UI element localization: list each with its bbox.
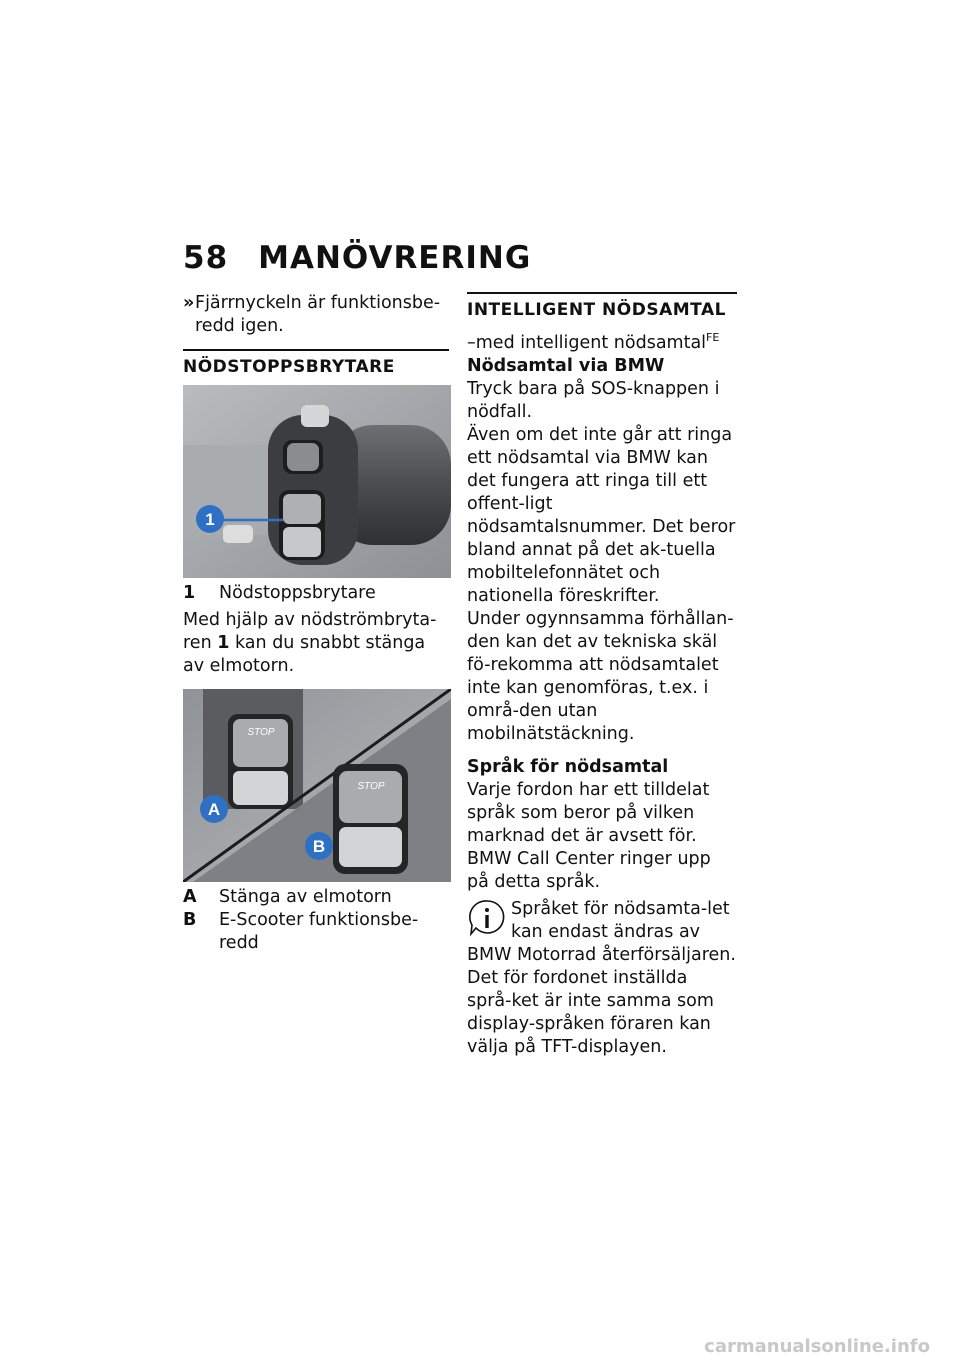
note-lead: Språket för nödsamta-let kan endast ändras av [511,899,730,942]
para-text-b: kan du snabbt stänga av elmotorn. [183,633,426,676]
page-number: 58 [183,240,229,276]
para-key: 1 [217,633,230,653]
legend-item [183,582,443,605]
para-text-a: Med hjälp av nödströmbryta-ren [183,610,437,653]
page-title: MANÖVRERING [258,240,532,276]
stop-label-2: STOP [357,781,385,792]
section-title-nodstopp: NÖDSTOPPSBRYTARE [183,349,449,377]
handlebar-illustration [183,385,451,578]
paragraph-3: Under ogynnsamma förhållan-den kan det av tekniska skäl fö-rekomma att nödsamtalet inte kan genomföras, t.ex. i områ-den utan mobilnätstäckning. [467,609,734,744]
handlebar-photo-1 [183,385,451,578]
stop-switch-illustration [183,689,451,882]
note-rest: BMW Motorrad återförsäljaren. Det för fordonet inställda språ-ket är inte samma som display-språken föraren kan välja på TFT-displayen. [467,945,736,1057]
callout-a: A [207,800,221,819]
bullet-item [183,292,441,338]
legend-text: Stänga av elmotorn [219,887,392,907]
legend-key: A [183,887,197,907]
subtitle [467,326,737,355]
watermark: carmanualsonline.info [704,1336,930,1357]
callout-b: B [312,837,326,856]
paragraph-nodstopp [183,609,448,678]
bullet-mark: » [183,293,195,313]
subtitle-text: –med intelligent nödsamtal [467,332,707,353]
paragraph-1: Tryck bara på SOS-knappen i nödfall. [467,379,720,422]
legend-text: Nödstoppsbrytare [219,583,376,603]
right-content [467,355,737,1059]
info-icon [467,898,511,942]
legend-2 [183,886,448,955]
stop-label-1: STOP [247,727,275,738]
handlebar-photo-2 [183,689,451,882]
paragraph-2: Även om det inte går att ringa ett nödsamtal via BMW kan det fungera att ringa till ett offent-ligt nödsamtalsnummer. Det beror bland annat på det ak-tuella mobiltelefonnätet och nationella föreskrifter. [467,425,736,606]
bullet-text: Fjärrnyckeln är funktionsbe-redd igen. [195,293,441,336]
legend-item [183,909,448,955]
info-note [467,898,737,944]
legend-text: E-Scooter funktionsbe-redd [219,910,419,953]
subtitle-sup: FE [706,331,720,344]
heading-sprak: Språk för nödsamtal [467,757,669,777]
paragraph-4: Varje fordon har ett tilldelat språk som beror på vilken marknad det är avsett för. [467,780,710,846]
paragraph-5: BMW Call Center ringer upp på detta språk. [467,849,711,892]
page-header [183,240,531,276]
legend-1 [183,582,443,605]
legend-item [183,886,448,909]
section-title-nodsamtal: INTELLIGENT NÖDSAMTAL [467,292,737,320]
legend-key: 1 [183,583,196,603]
legend-key: B [183,910,197,930]
callout-1: 1 [205,510,215,529]
heading-nodsamtal-bmw: Nödsamtal via BMW [467,356,665,376]
